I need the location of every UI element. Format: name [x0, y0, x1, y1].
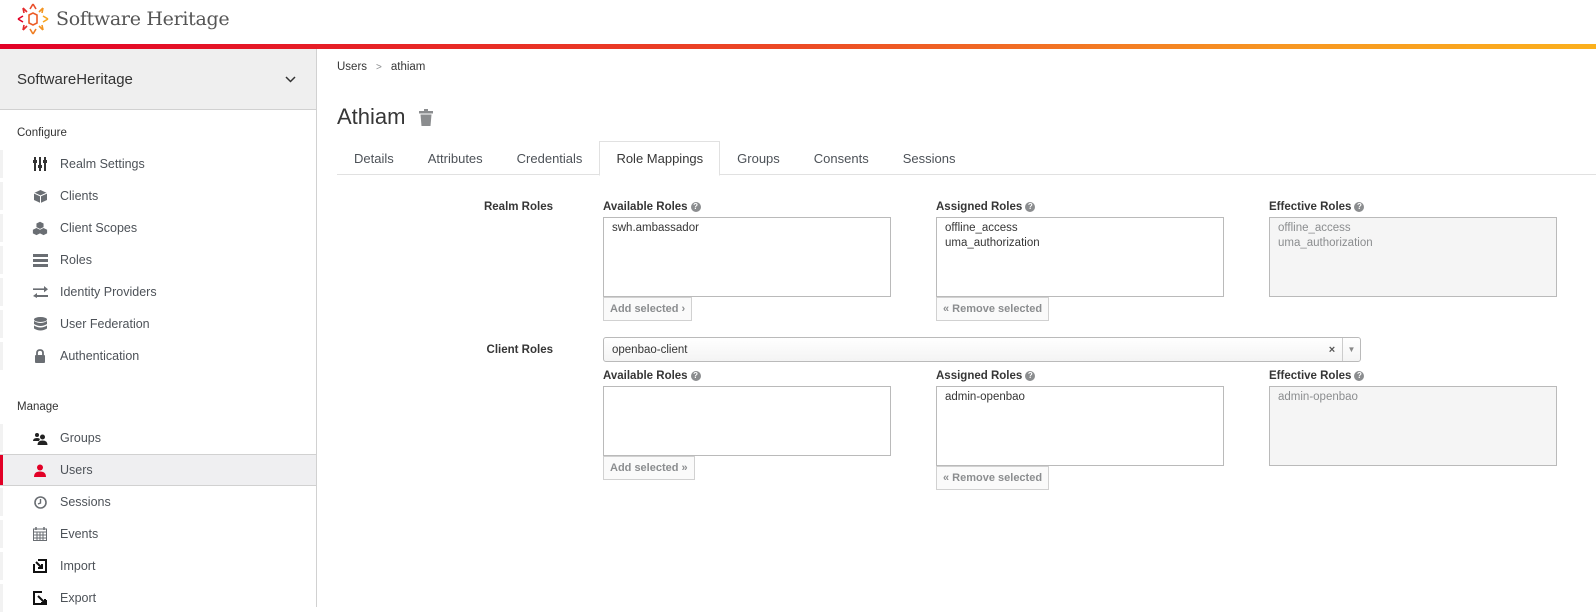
help-icon[interactable]: ?: [1025, 371, 1035, 381]
sidebar-item-realm-settings[interactable]: [0, 148, 316, 180]
tab-role-mappings[interactable]: Role Mappings: [599, 141, 720, 176]
sidebar-item-import[interactable]: [0, 550, 316, 582]
sidebar-item-label: User Federation: [60, 317, 150, 331]
sidebar-item-label: Users: [60, 463, 93, 477]
realm-effective-roles-list: [1269, 217, 1557, 297]
main-content: [318, 49, 1596, 607]
brand-logo[interactable]: [16, 0, 229, 38]
realm-add-selected-button[interactable]: Add selected ›: [603, 297, 692, 321]
help-icon[interactable]: ?: [691, 371, 701, 381]
client-roles-label: Client Roles: [486, 344, 553, 356]
client-select[interactable]: [603, 337, 1361, 362]
users-icon: [32, 430, 48, 446]
help-icon[interactable]: ?: [1025, 202, 1035, 212]
clear-icon[interactable]: ×: [1328, 343, 1336, 356]
user-tabs: [337, 141, 1596, 175]
tab-groups[interactable]: Groups: [737, 150, 780, 166]
sidebar-item-client-scopes[interactable]: [0, 212, 316, 244]
calendar-icon: [32, 526, 48, 542]
section-title-manage: Manage: [17, 401, 59, 413]
realm-roles-label: Realm Roles: [483, 201, 553, 213]
list-item: admin-openbao: [1278, 391, 1358, 403]
sidebar-item-label: Client Scopes: [60, 221, 138, 235]
chevron-down-icon: [285, 76, 296, 83]
top-header: [0, 0, 1596, 44]
sliders-icon: [32, 156, 48, 172]
tab-consents[interactable]: Consents: [813, 150, 869, 166]
page-title: [337, 104, 433, 130]
import-icon: [32, 558, 48, 574]
client-effective-roles-list: [1269, 386, 1557, 466]
help-icon[interactable]: ?: [691, 202, 701, 212]
sidebar-item-users[interactable]: [0, 454, 316, 486]
section-title-configure: Configure: [17, 127, 67, 139]
client-add-selected-button[interactable]: Add selected »: [603, 456, 695, 480]
sidebar-item-groups[interactable]: [0, 422, 316, 454]
list-item[interactable]: offline_access: [945, 222, 1018, 234]
breadcrumb-current: athiam: [390, 61, 426, 73]
sidebar-item-identity-providers[interactable]: [0, 276, 316, 308]
database-icon: [32, 316, 48, 332]
label-text: Assigned Roles: [936, 370, 1023, 382]
list-item[interactable]: swh.ambassador: [612, 222, 699, 234]
trash-icon[interactable]: [419, 109, 433, 126]
client-effective-roles-label: [1269, 370, 1364, 382]
sidebar-item-label: Identity Providers: [60, 285, 157, 299]
sidebar-item-label: Groups: [60, 431, 101, 445]
sidebar-item-label: Events: [60, 527, 99, 541]
realm-assigned-roles-list[interactable]: [936, 217, 1224, 297]
sidebar-item-label: Roles: [60, 253, 92, 267]
software-heritage-logo-icon: [16, 2, 50, 36]
list-icon: [32, 252, 48, 268]
user-icon: [32, 462, 48, 478]
sidebar-item-sessions[interactable]: [0, 486, 316, 518]
tab-details[interactable]: Details: [354, 150, 394, 166]
brand-name: Software Heritage: [56, 8, 230, 30]
list-item: offline_access: [1278, 222, 1351, 234]
client-assigned-roles-label: [936, 370, 1035, 382]
realm-assigned-roles-label: [936, 201, 1035, 213]
sidebar-item-events[interactable]: [0, 518, 316, 550]
label-text: Effective Roles: [1269, 370, 1352, 382]
realm-name: SoftwareHeritage: [17, 70, 133, 88]
realm-selector[interactable]: [0, 49, 316, 110]
lock-icon: [32, 348, 48, 364]
sidebar-item-label: Realm Settings: [60, 157, 145, 171]
breadcrumb-separator: >: [376, 61, 382, 73]
client-available-roles-list[interactable]: [603, 386, 891, 456]
exchange-icon: [32, 284, 48, 300]
sidebar-item-label: Clients: [60, 189, 99, 203]
dropdown-arrow-icon[interactable]: ▼: [1342, 338, 1360, 361]
sidebar-item-user-federation[interactable]: [0, 308, 316, 340]
tab-attributes[interactable]: Attributes: [427, 150, 483, 166]
sidebar-item-authentication[interactable]: [0, 340, 316, 372]
help-icon[interactable]: ?: [1354, 202, 1364, 212]
cubes-icon: [32, 220, 48, 236]
list-item: uma_authorization: [1278, 237, 1373, 249]
client-assigned-roles-list[interactable]: [936, 386, 1224, 466]
tab-sessions[interactable]: Sessions: [902, 150, 956, 166]
realm-available-roles-label: [603, 201, 701, 213]
client-remove-selected-button[interactable]: « Remove selected: [936, 466, 1049, 490]
help-icon[interactable]: ?: [1354, 371, 1364, 381]
sidebar: [0, 49, 317, 607]
label-text: Available Roles: [603, 201, 688, 213]
breadcrumb-users-link[interactable]: Users: [337, 61, 368, 73]
sidebar-item-label: Import: [60, 559, 96, 573]
export-icon: [32, 590, 48, 606]
realm-available-roles-list[interactable]: [603, 217, 891, 297]
user-name-heading: Athiam: [337, 104, 406, 129]
list-item[interactable]: uma_authorization: [945, 237, 1040, 249]
sidebar-item-label: Sessions: [60, 495, 111, 509]
realm-effective-roles-label: [1269, 201, 1364, 213]
tab-credentials[interactable]: Credentials: [516, 150, 583, 166]
sidebar-item-roles[interactable]: [0, 244, 316, 276]
label-text: Effective Roles: [1269, 201, 1352, 213]
realm-remove-selected-button[interactable]: « Remove selected: [936, 297, 1049, 321]
clock-icon: [32, 494, 48, 510]
sidebar-item-export[interactable]: [0, 582, 316, 614]
sidebar-item-label: Export: [60, 591, 97, 605]
cube-icon: [32, 188, 48, 204]
sidebar-item-label: Authentication: [60, 349, 140, 363]
client-select-value: openbao-client: [612, 343, 688, 356]
breadcrumb: [337, 61, 425, 73]
label-text: Available Roles: [603, 370, 688, 382]
label-text: Assigned Roles: [936, 201, 1023, 213]
client-available-roles-label: [603, 370, 701, 382]
list-item[interactable]: admin-openbao: [945, 391, 1025, 403]
sidebar-item-clients[interactable]: [0, 180, 316, 212]
